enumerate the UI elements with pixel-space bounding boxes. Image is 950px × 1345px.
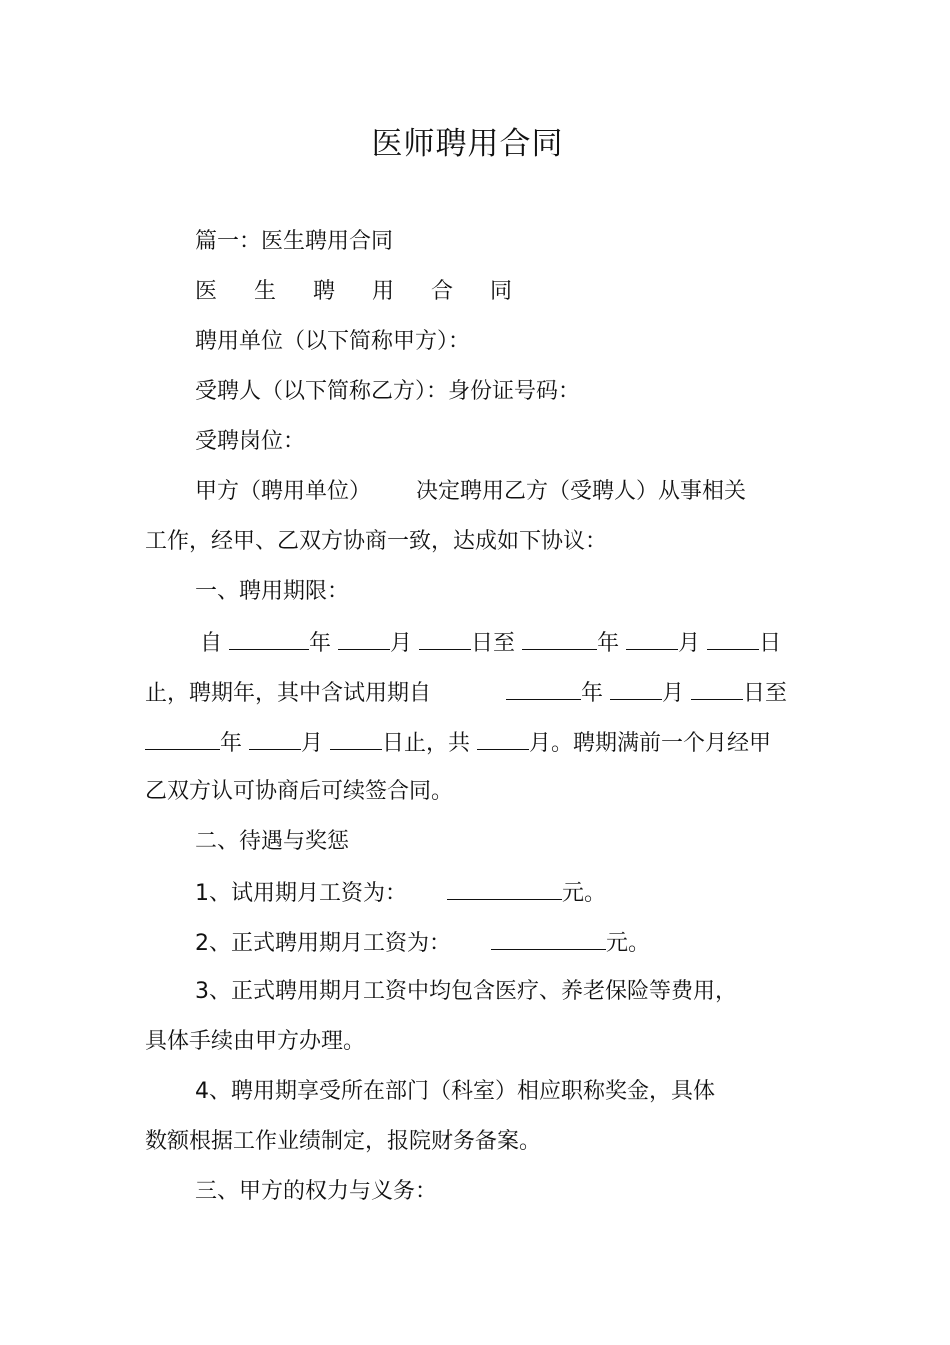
bonus-clause: 4、聘用期享受所在部门（科室）相应职称奖金，具体 [195, 1079, 715, 1104]
month-blank [610, 677, 662, 700]
employer-field-label: 聘用单位（以下简称甲方）： [195, 329, 471, 354]
formal-salary-line [195, 927, 650, 959]
year-blank [145, 727, 220, 750]
probation-end-line [145, 727, 771, 759]
employee-field-label: 受聘人（以下简称乙方）：身份证号码： [195, 379, 581, 404]
formal-salary-label: 2、正式聘用期月工资为： [195, 931, 451, 956]
probation-salary-line [195, 877, 606, 909]
year-text: 年 [220, 731, 243, 756]
renewal-text: 月。聘期满前一个月经甲 [529, 731, 772, 756]
insurance-clause-continued: 具体手续由甲方办理。 [145, 1029, 366, 1054]
probation-line [145, 677, 787, 709]
day-to-text: 日至 [471, 631, 516, 656]
probation-text: 止，聘期年，其中含试用期自 [145, 681, 432, 706]
term-dates-line [200, 627, 781, 659]
day-blank [707, 627, 759, 650]
decision-text: 决定聘用乙方（受聘人）从事相关 [416, 479, 747, 504]
months-blank [477, 727, 529, 750]
bonus-clause-continued: 数额根据工作业绩制定，报院财务备案。 [145, 1129, 542, 1154]
day-to-text: 日至 [743, 681, 788, 706]
day-blank [419, 627, 471, 650]
month-blank [626, 627, 678, 650]
month-text: 月 [662, 681, 685, 706]
contract-heading: 医 生 聘 用 合 同 [195, 279, 527, 304]
month-blank [338, 627, 390, 650]
subtitle-part-one: 篇一：医生聘用合同 [195, 229, 394, 254]
agreement-intro-continued: 工作，经甲、乙双方协商一致，达成如下协议： [145, 529, 608, 554]
year-text: 年 [597, 631, 620, 656]
probation-salary-blank [447, 877, 562, 900]
month-text: 月 [390, 631, 413, 656]
month-text: 月 [301, 731, 324, 756]
currency-text: 元。 [606, 931, 651, 956]
day-end-total-text: 日止，共 [382, 731, 471, 756]
year-text: 年 [309, 631, 332, 656]
party-a-text: 甲方（聘用单位） [195, 479, 372, 504]
renewal-continued: 乙双方认可协商后可续签合同。 [145, 779, 454, 804]
section-one-heading: 一、聘用期限： [195, 579, 350, 604]
year-blank [522, 627, 597, 650]
currency-text: 元。 [562, 881, 607, 906]
month-blank [249, 727, 301, 750]
day-text: 日 [759, 631, 782, 656]
year-blank [506, 677, 581, 700]
month-text: 月 [678, 631, 701, 656]
year-text: 年 [581, 681, 604, 706]
section-two-heading: 二、待遇与奖惩 [195, 829, 350, 854]
position-field-label: 受聘岗位： [195, 429, 306, 454]
agreement-intro-line [195, 477, 746, 507]
day-blank [691, 677, 743, 700]
term-from-text: 自 [200, 631, 223, 656]
probation-salary-label: 1、试用期月工资为： [195, 881, 407, 906]
section-three-heading: 三、甲方的权力与义务： [195, 1179, 438, 1204]
formal-salary-blank [491, 927, 606, 950]
day-blank [330, 727, 382, 750]
document-title: 医师聘用合同 [371, 126, 564, 162]
insurance-clause: 3、正式聘用期月工资中均包含医疗、养老保险等费用， [195, 979, 737, 1004]
year-blank [229, 627, 309, 650]
